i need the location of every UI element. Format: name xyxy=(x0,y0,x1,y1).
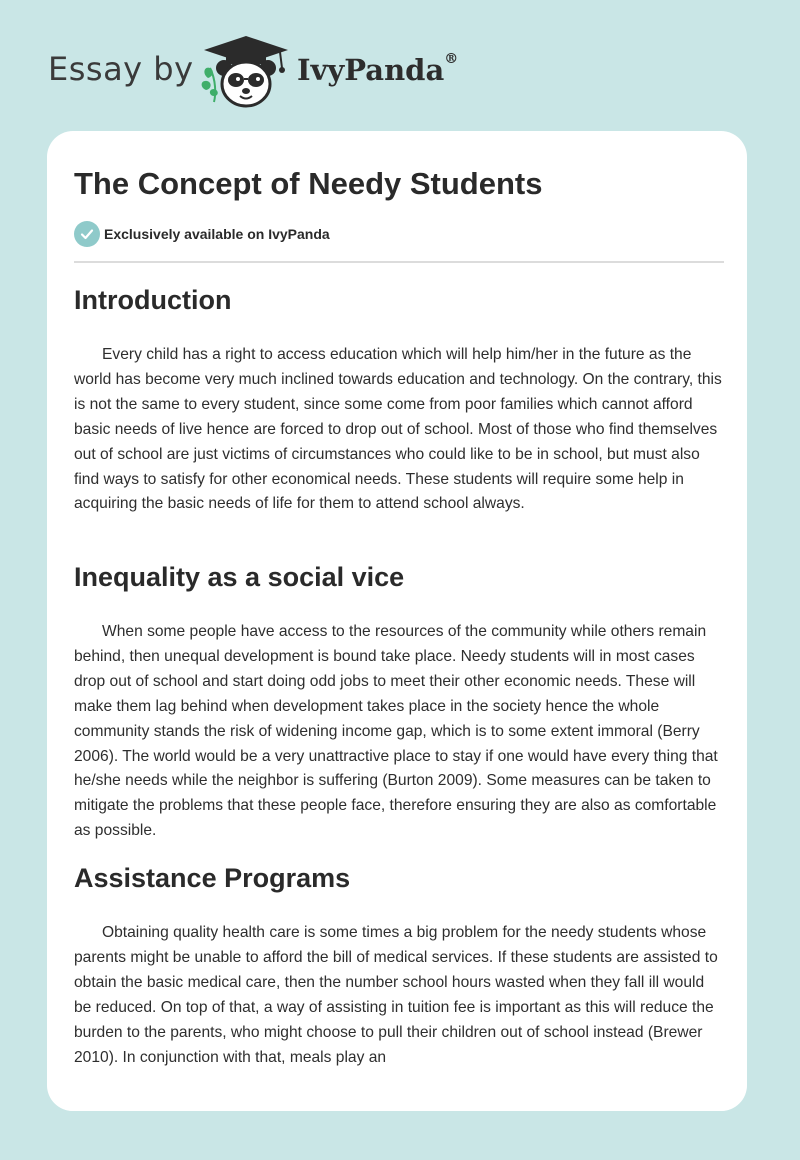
section-paragraph-introduction: Every child has a right to access education which will help him/her in the future as the world has become very much inclined towards education and technology. On the contrary, this is not the same to every student, since some come from poor families which cannot afford basic needs of live hence are forced to drop out of school. Most of those who find themselves out of school are just victims of circumstances who could like to be in school, but must also find ways to satisfy for other economical needs. These students will require some help in acquiring the basic needs of life for them to attend school always. xyxy=(74,346,722,513)
exclusive-badge xyxy=(74,221,330,247)
brand-name: IvyPanda xyxy=(297,53,445,87)
registered-mark: ® xyxy=(444,51,459,67)
exclusive-badge-label: Exclusively available on IvyPanda xyxy=(104,226,330,242)
panda-graduate-icon[interactable] xyxy=(200,34,292,110)
section-paragraph-inequality: When some people have access to the resources of the community while others remain behind, then unequal development is bound take place. Needy students will in most cases drop out of school and start doing odd jobs to meet their other economic needs. These will make them lag behind when development takes place in the society hence the whole community stands the risk of widening income gap, which is to some extent immoral (Berry 2006). The world would be a very unattractive place to stay if one would have every thing that he/she needs while the neighbor is suffering (Burton 2009). Some measures can be taken to mitigate the problems that these people face, therefore ensuring they are also as comfortable as possible. xyxy=(74,623,718,840)
title-divider xyxy=(74,261,724,263)
essay-card xyxy=(47,131,747,1111)
section-heading-inequality: Inequality as a social vice xyxy=(74,562,405,592)
brand-logo-text[interactable] xyxy=(297,53,458,87)
section-heading-introduction: Introduction xyxy=(74,285,232,315)
site-header xyxy=(0,0,800,130)
essay-title: The Concept of Needy Students xyxy=(74,166,543,201)
checkmark-icon xyxy=(74,221,100,247)
content-fade xyxy=(47,1071,747,1111)
section-paragraph-assistance: Obtaining quality health care is some times a big problem for the needy students whose parents might be unable to afford the bill of medical services. If these students are assisted to obtain the basic medical care, then the number school hours wasted when they fall ill would be reduced. On top of that, a way of assisting in tuition fee is important as this will reduce the burden to the parents, who might choose to pull their children out of school instead (Brewer 2010). In conjunction with that, meals play an xyxy=(74,924,718,1066)
essay-by-label: Essay by xyxy=(48,50,194,88)
section-heading-assistance: Assistance Programs xyxy=(74,863,351,893)
